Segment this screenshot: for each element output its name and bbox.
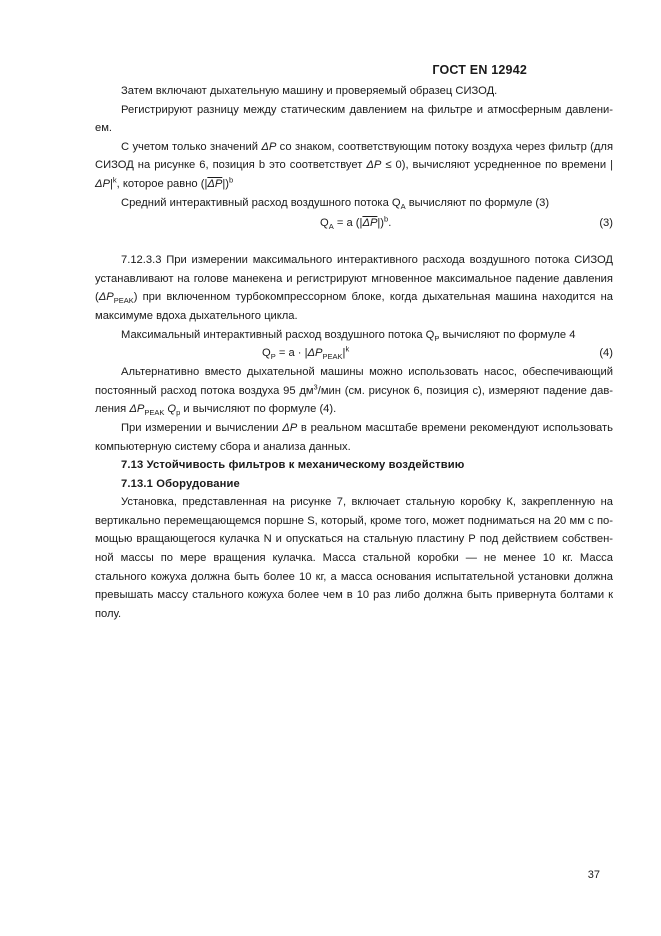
section-heading-7-13: 7.13 Устойчивость фильтров к механическому воздействию [121,459,465,472]
paragraph-5: 7.12.3.3 При измерении максимального интерактивного расхода воздушного потока СИЗОД устанавливают на голове манекена и регистрируют мгновенное максимальное падение давления $(\Delta P_{PEAK})$ при включенном турбокомпрессорном блоке, когда дыхательная машина находится на максимуме вдоха дыхательного цикла. [95,254,613,322]
body-text [95,82,613,623]
paragraph-8: При измерении и вычислении ΔP в реальном масштабе времени рекомендуют использовать компьютерную систему сбора и анализа данных. [95,421,613,453]
formula-4-expression: $Q_P = a \cdot |\Delta P_{PEAK}|^k$ [262,344,350,362]
formula-3-number: (3) [599,217,613,230]
formula-3-expression: $Q_A = a$ $(|\overline{\Delta P}|)^b$. [320,214,392,232]
paragraph-7: Альтернативно вместо дыхательной машины можно использовать насос, обеспечивающий постоянный расход потока воздуха 95 $дм^3$/мин (см. рисунок 6, позиция с), измеряют падение дав-ления $\Delta P_{PEAK}$ $Q_p$ и вычисляют по формуле (4). [95,366,613,418]
page-number: 37 [587,869,600,881]
formula-3 [95,214,613,233]
paragraph-4: Средний интерактивный расход воздушного потока $Q_A$ вычисляют по формуле (3) [121,196,550,211]
paragraph-2: Регистрируют разницу между статическим давлением на фильтре и атмосферным давлени-ем. [95,103,613,135]
paragraph-6: Максимальный интерактивный расход воздушного потока $Q_P$ вычисляют по формуле 4 [121,328,576,343]
formula-4-number: (4) [599,347,613,360]
paragraph-1: Затем включают дыхательную машину и проверяемый образец СИЗОД. [121,85,498,97]
paragraph-9: Установка, представленная на рисунке 7, включает стальную коробку К, закрепленную на вертикально перемещающемся поршне S, который, кроме того, может подниматься на 20 мм с по-мощью вращающегося кулачка N и опускаться на стальную пластину Р под действием собствен-ной массы по мере вращения кулачка. Масса стальной коробки — не менее 10 кг. Масса стального кожуха должна быть более 10 кг, а масса основания испытательной установки должна превышать массу стального кожуха более чем в 10 раз либо должна быть привернута болтами к полу. [95,496,613,620]
section-heading-7-13-1: 7.13.1 Оборудование [121,477,240,490]
standard-code: ГОСТ EN 12942 [432,63,527,77]
formula-4 [95,344,613,363]
paragraph-3: С учетом только значений ΔP со знаком, соответствующим потоку воздуха через фильтр (для СИЗОД на рисунке 6, позиция b это соответствует ΔP ≤ 0), вычисляют усредненное по времени $|\Delta P|^k$, которое равно $(|\overline{\Delta P}|)^b$ [95,140,613,190]
